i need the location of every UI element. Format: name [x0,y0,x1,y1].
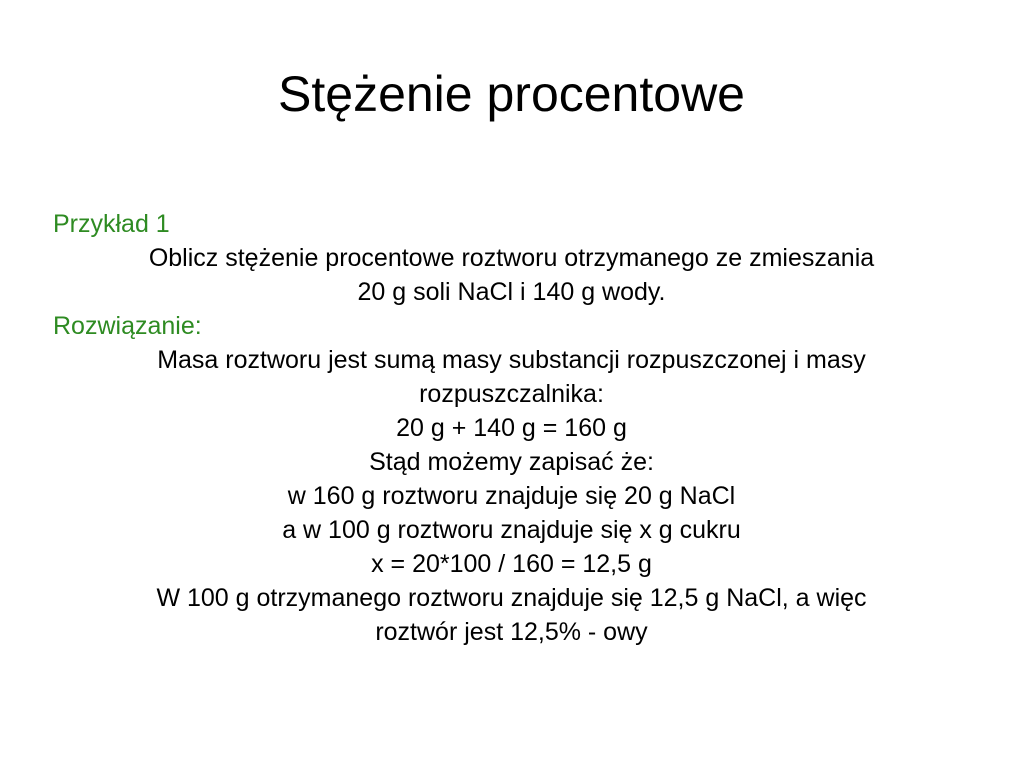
solution-line: x = 20*100 / 160 = 12,5 g [371,550,652,578]
slide-content [40,207,983,649]
problem-line: Oblicz stężenie procentowe roztworu otrzymanego ze zmieszania [148,244,875,272]
solution-line: W 100 g otrzymanego roztworu znajduje się 12,5 g NaCl, a więc [156,584,867,612]
problem-line: 20 g soli NaCl i 140 g wody. [357,278,666,306]
solution-line: Stąd możemy zapisać że: [369,448,654,476]
slide-title: Stężenie procentowe [278,66,745,122]
solution-line: roztwór jest 12,5% - owy [375,618,648,646]
solution-heading: Rozwiązanie: [53,312,202,340]
example-heading: Przykład 1 [53,210,170,238]
solution-line: w 160 g roztworu znajduje się 20 g NaCl [287,482,736,510]
solution-line: Masa roztworu jest sumą masy substancji rozpuszczonej i masy [157,346,866,374]
solution-line: a w 100 g roztworu znajduje się x g cukru [282,516,741,544]
solution-line: rozpuszczalnika: [419,380,604,408]
solution-line: 20 g + 140 g = 160 g [396,414,627,442]
